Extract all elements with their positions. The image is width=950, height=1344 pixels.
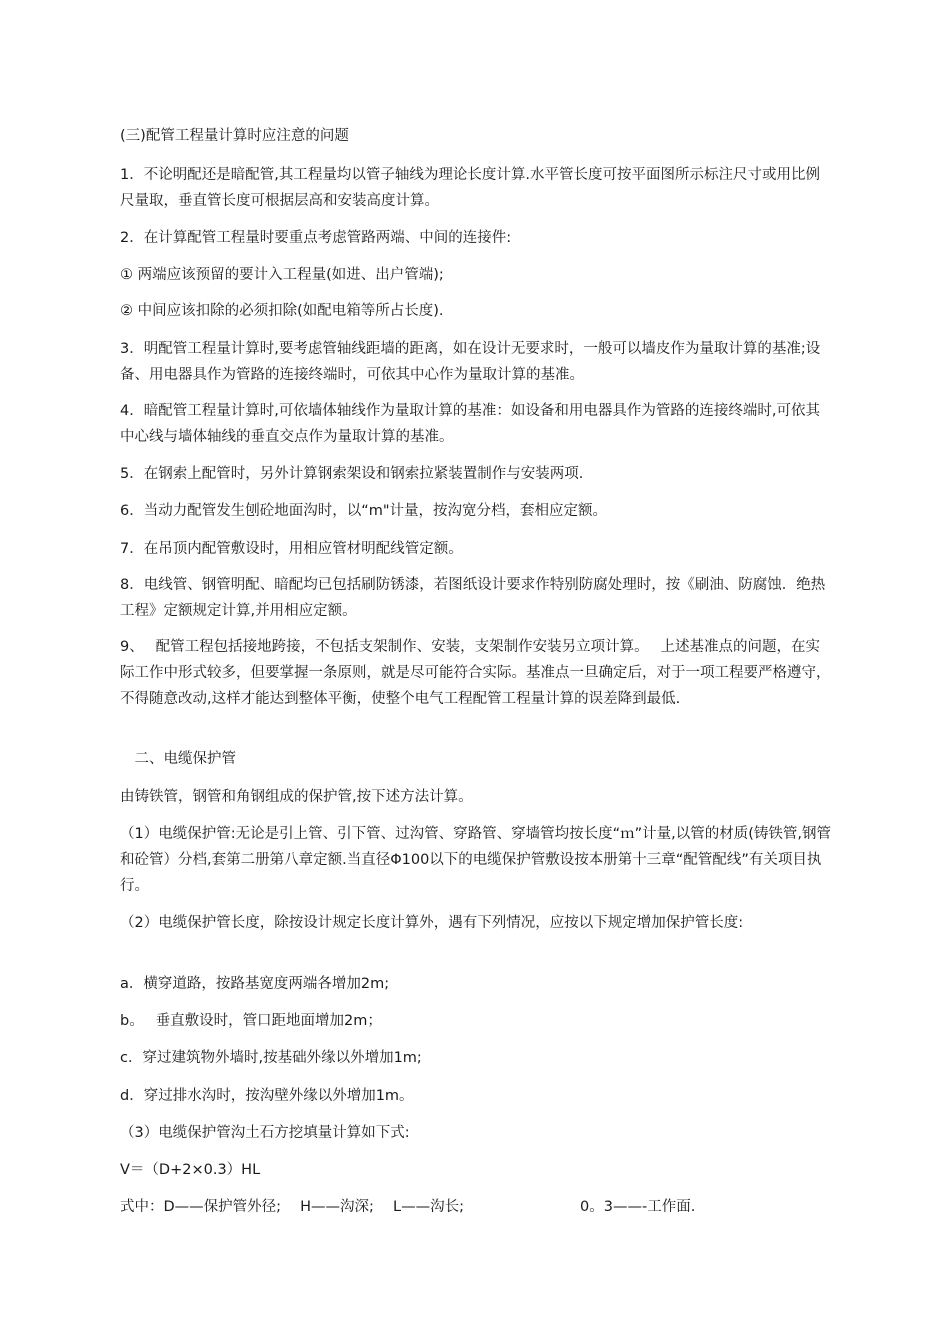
paragraph-1: 1．不论明配还是暗配管,其工程量均以管子轴线为理论长度计算.水平管长度可按平面图所示标注尺寸或用比例尺量取，垂直管长度可根据层高和安装高度计算。: [120, 167, 820, 209]
formula: V＝（D+2×0.3）HL: [120, 1162, 261, 1178]
paragraph-2-item-2: ② 中间应该扣除的必须扣除(如配电箱等所占长度).: [120, 303, 444, 319]
formula-legend: 式中：D——保护管外径; H——沟深; L——沟长; 0。3——-工作面.: [120, 1199, 696, 1215]
section-heading: (三)配管工程量计算时应注意的问题: [120, 128, 349, 144]
paragraph-intro: 由铸铁管，钢管和角钢组成的保护管,按下述方法计算。: [120, 789, 473, 805]
paragraph-2: 2．在计算配管工程量时要重点考虑管路两端、中间的连接件:: [120, 230, 512, 246]
paragraph-4: 4．暗配管工程量计算时,可依墙体轴线作为量取计算的基准：如设备和用电器具作为管路的连接终端时,可依其中心线与墙体轴线的垂直交点作为量取计算的基准。: [120, 403, 820, 445]
paragraph-cable-2: （2）电缆保护管长度，除按设计规定长度计算外，遇有下列情况，应按以下规定增加保护管长度:: [120, 915, 744, 931]
paragraph-8: 8．电线管、钢管明配、暗配均已包括刷防锈漆，若图纸设计要求作特别防腐处理时，按《刷油、防腐蚀．绝热工程》定额规定计算,并用相应定额。: [120, 577, 826, 619]
paragraph-3: 3．明配管工程量计算时,要考虑管轴线距墙的距离，如在设计无要求时，一般可以墙皮作为量取计算的基准;设备、用电器具作为管路的连接终端时，可依其中心作为量取计算的基准。: [120, 341, 821, 383]
paragraph-9: 9、 配管工程包括接地跨接，不包括支架制作、安装，支架制作安装另立项计算。 上述基准点的问题，在实际工作中形式较多，但要掌握一条原则，就是尽可能符合实际。基准点一旦确定后，对于一项工程要严格遵守，不得随意改动,这样才能达到整体平衡，使整个电气工程配管工程量计算的误差降到最低.: [120, 639, 831, 707]
section-heading-2: 二、电缆保护管: [120, 751, 236, 767]
list-item-a: a．横穿道路，按路基宽度两端各增加2m;: [120, 976, 390, 992]
paragraph-6: 6．当动力配管发生刨砼地面沟时，以“m"计量，按沟宽分档，套相应定额。: [120, 503, 608, 519]
paragraph-cable-3: （3）电缆保护管沟土石方挖填量计算如下式:: [120, 1125, 410, 1141]
paragraph-cable-1: （1）电缆保护管:无论是引上管、引下管、过沟管、穿路管、穿墙管均按长度“ｍ”计量,以管的材质(铸铁管,钢管和砼管）分档,套第二册第八章定额.当直径Φ100以下的电缆保护管敷设按本册第十三章“配管配线”有关项目执行。: [120, 826, 832, 894]
paragraph-5: 5．在钢索上配管时，另外计算钢索架设和钢索拉紧装置制作与安装两项.: [120, 466, 584, 482]
list-item-c: c．穿过建筑物外墙时,按基础外缘以外增加1m;: [120, 1050, 422, 1066]
list-item-b: b。 垂直敷设时，管口距地面增加2m；: [120, 1013, 382, 1029]
paragraph-7: 7．在吊顶内配管敷设时，用相应管材明配线管定额。: [120, 541, 463, 557]
list-item-d: d．穿过排水沟时，按沟壁外缘以外增加1m。: [120, 1088, 414, 1104]
paragraph-2-item-1: ① 两端应该预留的要计入工程量(如进、出户管端);: [120, 267, 444, 283]
